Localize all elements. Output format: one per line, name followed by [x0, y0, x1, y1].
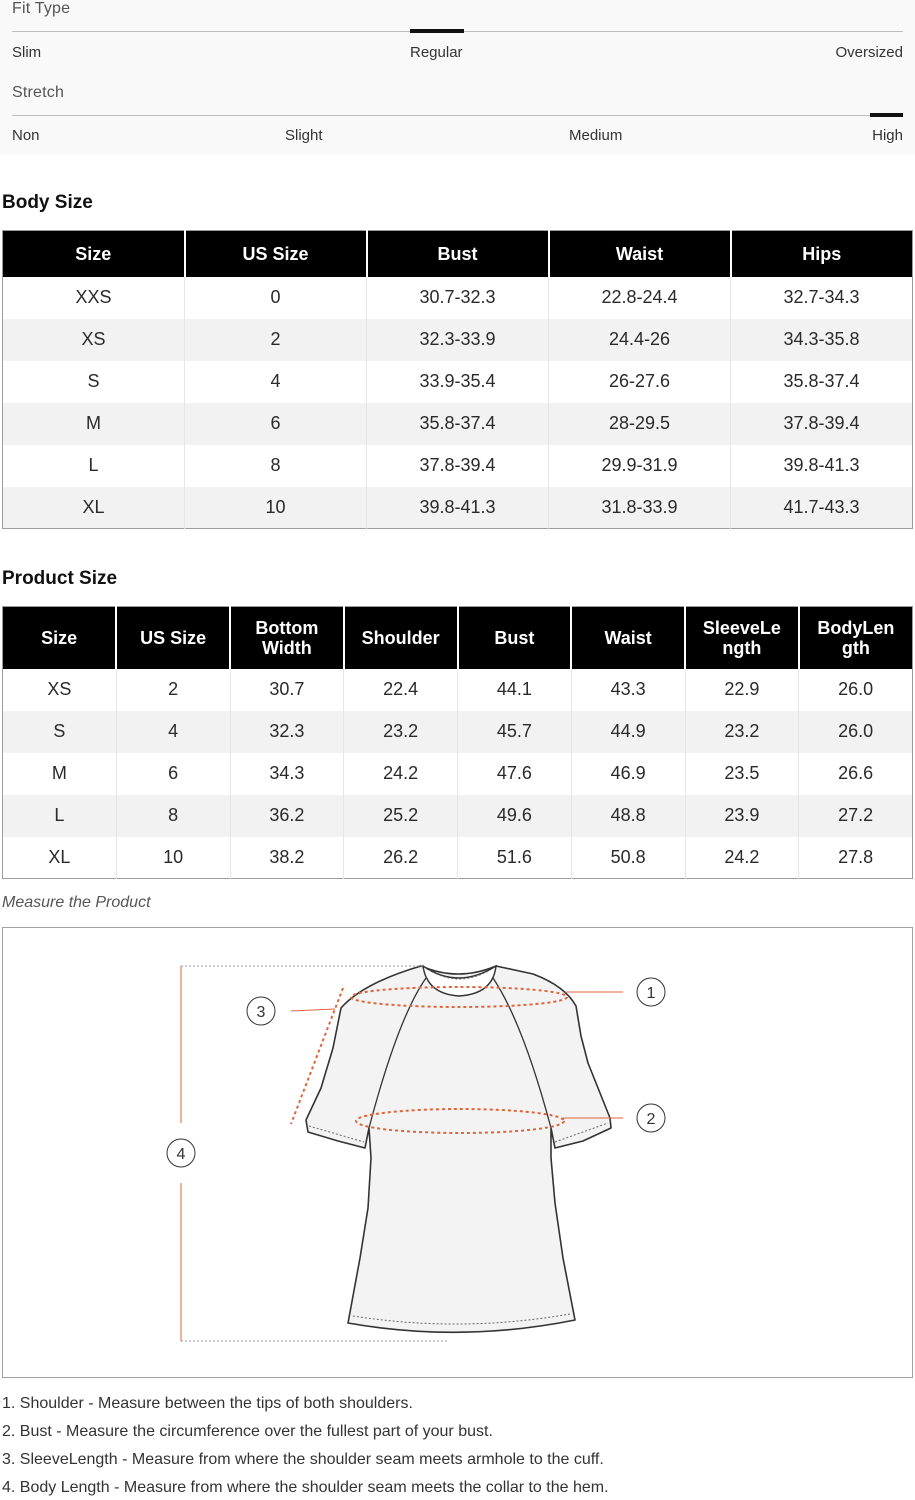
table-cell: 26.0 [799, 669, 913, 711]
table-cell: 28-29.5 [549, 403, 731, 445]
table-cell: 32.3-33.9 [367, 319, 549, 361]
body-header-waist: Waist [549, 231, 731, 277]
header-line: Bottom [255, 617, 319, 638]
table-cell: 44.1 [458, 669, 572, 711]
table-cell: 37.8-39.4 [731, 403, 913, 445]
fit-type-option-slim: Slim [12, 44, 42, 61]
sleeve-leader-line [291, 1009, 335, 1011]
table-cell: XL [48, 846, 71, 867]
measure-diagram [2, 927, 913, 1378]
table-cell: 45.7 [458, 711, 572, 753]
table-cell: 32.3 [230, 711, 344, 753]
table-cell: 25.2 [344, 795, 458, 837]
header-line: SleeveLe [702, 617, 781, 638]
header-line: Size [41, 627, 78, 648]
table-cell: 36.2 [230, 795, 344, 837]
table-cell: XL [3, 487, 185, 529]
table-cell: S [87, 371, 100, 391]
table-cell: 8 [185, 445, 367, 487]
table-cell: 29.9-31.9 [549, 445, 731, 487]
body-header-us-size: US Size [185, 231, 367, 277]
fit-type-title: Fit Type [12, 0, 71, 17]
stretch-option-non: Non [12, 127, 40, 144]
product-header-size [3, 607, 117, 669]
table-cell: 30.7-32.3 [367, 277, 549, 319]
table-cell: M [51, 763, 67, 783]
table-cell: 43.3 [571, 669, 685, 711]
table-cell: 46.9 [571, 753, 685, 795]
table-cell: 35.8-37.4 [367, 403, 549, 445]
table-cell: XXS [75, 287, 112, 307]
table-cell: 32.7-34.3 [731, 277, 913, 319]
table-row [3, 277, 913, 319]
product-header-body-length [799, 607, 913, 669]
table-row [3, 319, 913, 361]
table-cell: XS [3, 319, 185, 361]
stretch-option-medium: Medium [569, 127, 623, 144]
body-size-title: Body Size [2, 192, 93, 213]
table-cell: 26.2 [344, 837, 458, 879]
header-line: Waist [604, 627, 652, 648]
header-line: BodyLen [817, 617, 895, 638]
header-line: Shoulder [361, 627, 440, 648]
product-header-us-size [116, 607, 230, 669]
table-cell: 6 [185, 403, 367, 445]
table-row [3, 487, 913, 529]
table-cell: 48.8 [571, 795, 685, 837]
table-cell: 10 [185, 487, 367, 529]
table-cell: 26.6 [799, 753, 913, 795]
table-cell: XS [47, 679, 72, 699]
table-cell: 34.3 [230, 753, 344, 795]
header-line: ngth [722, 637, 762, 658]
fit-stretch-panel [0, 0, 915, 155]
table-cell: 24.2 [685, 837, 799, 879]
table-cell: 6 [116, 753, 230, 795]
table-cell: 39.8-41.3 [367, 487, 549, 529]
header-line: Bust [494, 627, 535, 648]
marker-3-label: 3 [256, 1004, 266, 1021]
product-header-bust [458, 607, 572, 669]
table-cell: 35.8-37.4 [731, 361, 913, 403]
product-size-title: Product Size [2, 568, 118, 589]
marker-1-label: 1 [646, 985, 656, 1002]
table-cell: 41.7-43.3 [731, 487, 913, 529]
measure-notes [2, 1393, 913, 1500]
stretch-title: Stretch [12, 84, 65, 101]
table-cell: 27.2 [799, 795, 913, 837]
product-header-shoulder [344, 607, 458, 669]
table-cell: 49.6 [458, 795, 572, 837]
table-cell: 23.5 [685, 753, 799, 795]
table-cell: 44.9 [571, 711, 685, 753]
product-header-waist [571, 607, 685, 669]
table-cell: 8 [116, 795, 230, 837]
table-cell: 0 [185, 277, 367, 319]
table-cell: 4 [185, 361, 367, 403]
table-cell: 24.4-26 [549, 319, 731, 361]
stretch-option-slight: Slight [285, 127, 323, 144]
table-row [3, 837, 913, 879]
product-header-bottom-width [230, 607, 344, 669]
table-cell: 22.4 [344, 669, 458, 711]
fit-type-option-regular: Regular [410, 44, 463, 61]
header-line: Width [261, 637, 312, 658]
body-header-size: Size [3, 231, 185, 277]
table-cell: 2 [116, 669, 230, 711]
shirt-outline [306, 966, 611, 1332]
table-row [3, 669, 913, 711]
stretch-option-high: High [872, 127, 903, 144]
table-cell: L [88, 455, 99, 475]
table-cell: 26-27.6 [549, 361, 731, 403]
fit-type-selected-marker [410, 29, 464, 33]
table-row [3, 795, 913, 837]
table-cell: S [3, 711, 117, 753]
stretch-selected-marker [870, 113, 903, 117]
shirt-diagram-svg [3, 928, 912, 1377]
table-row [3, 403, 913, 445]
table-cell: 50.8 [571, 837, 685, 879]
note-bust: 2. Bust - Measure the circumference over the fullest part of your bust. [2, 1423, 493, 1440]
note-body-length: 4. Body Length - Measure from where the shoulder seam meets the collar to the hem. [2, 1479, 609, 1496]
table-row [3, 361, 913, 403]
marker-2-label: 2 [646, 1111, 656, 1128]
header-line: US Size [140, 627, 207, 648]
table-cell: 23.9 [685, 795, 799, 837]
product-size-header-row [3, 607, 913, 669]
product-size-table [2, 606, 913, 879]
table-cell: 39.8-41.3 [731, 445, 913, 487]
table-cell: 23.2 [344, 711, 458, 753]
table-cell: 27.8 [799, 837, 913, 879]
body-header-hips: Hips [731, 231, 913, 277]
table-cell: 24.2 [344, 753, 458, 795]
table-cell: 38.2 [230, 837, 344, 879]
marker-4-label: 4 [176, 1146, 186, 1163]
table-cell: 26.0 [799, 711, 913, 753]
table-cell: 37.8-39.4 [367, 445, 549, 487]
measure-caption: Measure the Product [2, 894, 151, 911]
table-cell: 4 [116, 711, 230, 753]
table-cell: 23.2 [685, 711, 799, 753]
table-row [3, 445, 913, 487]
table-row [3, 711, 913, 753]
table-cell: 47.6 [458, 753, 572, 795]
note-shoulder: 1. Shoulder - Measure between the tips of both shoulders. [2, 1395, 413, 1412]
body-size-header-row [3, 231, 913, 277]
table-cell: 10 [116, 837, 230, 879]
table-cell: 34.3-35.8 [731, 319, 913, 361]
body-header-bust: Bust [367, 231, 549, 277]
table-cell: M [3, 403, 185, 445]
table-cell: 33.9-35.4 [367, 361, 549, 403]
header-line: gth [841, 637, 870, 658]
product-header-sleeve-length [685, 607, 799, 669]
table-cell: L [3, 795, 117, 837]
table-cell: 51.6 [458, 837, 572, 879]
table-cell: 2 [185, 319, 367, 361]
table-cell: 31.8-33.9 [549, 487, 731, 529]
table-cell: 22.9 [685, 669, 799, 711]
stretch-scale-line [12, 115, 903, 116]
table-row [3, 753, 913, 795]
table-cell: 30.7 [230, 669, 344, 711]
table-cell: 22.8-24.4 [549, 277, 731, 319]
fit-type-option-oversized: Oversized [835, 44, 903, 61]
body-size-table [2, 230, 913, 529]
note-sleeve-length: 3. SleeveLength - Measure from where the shoulder seam meets armhole to the cuff. [2, 1451, 604, 1468]
